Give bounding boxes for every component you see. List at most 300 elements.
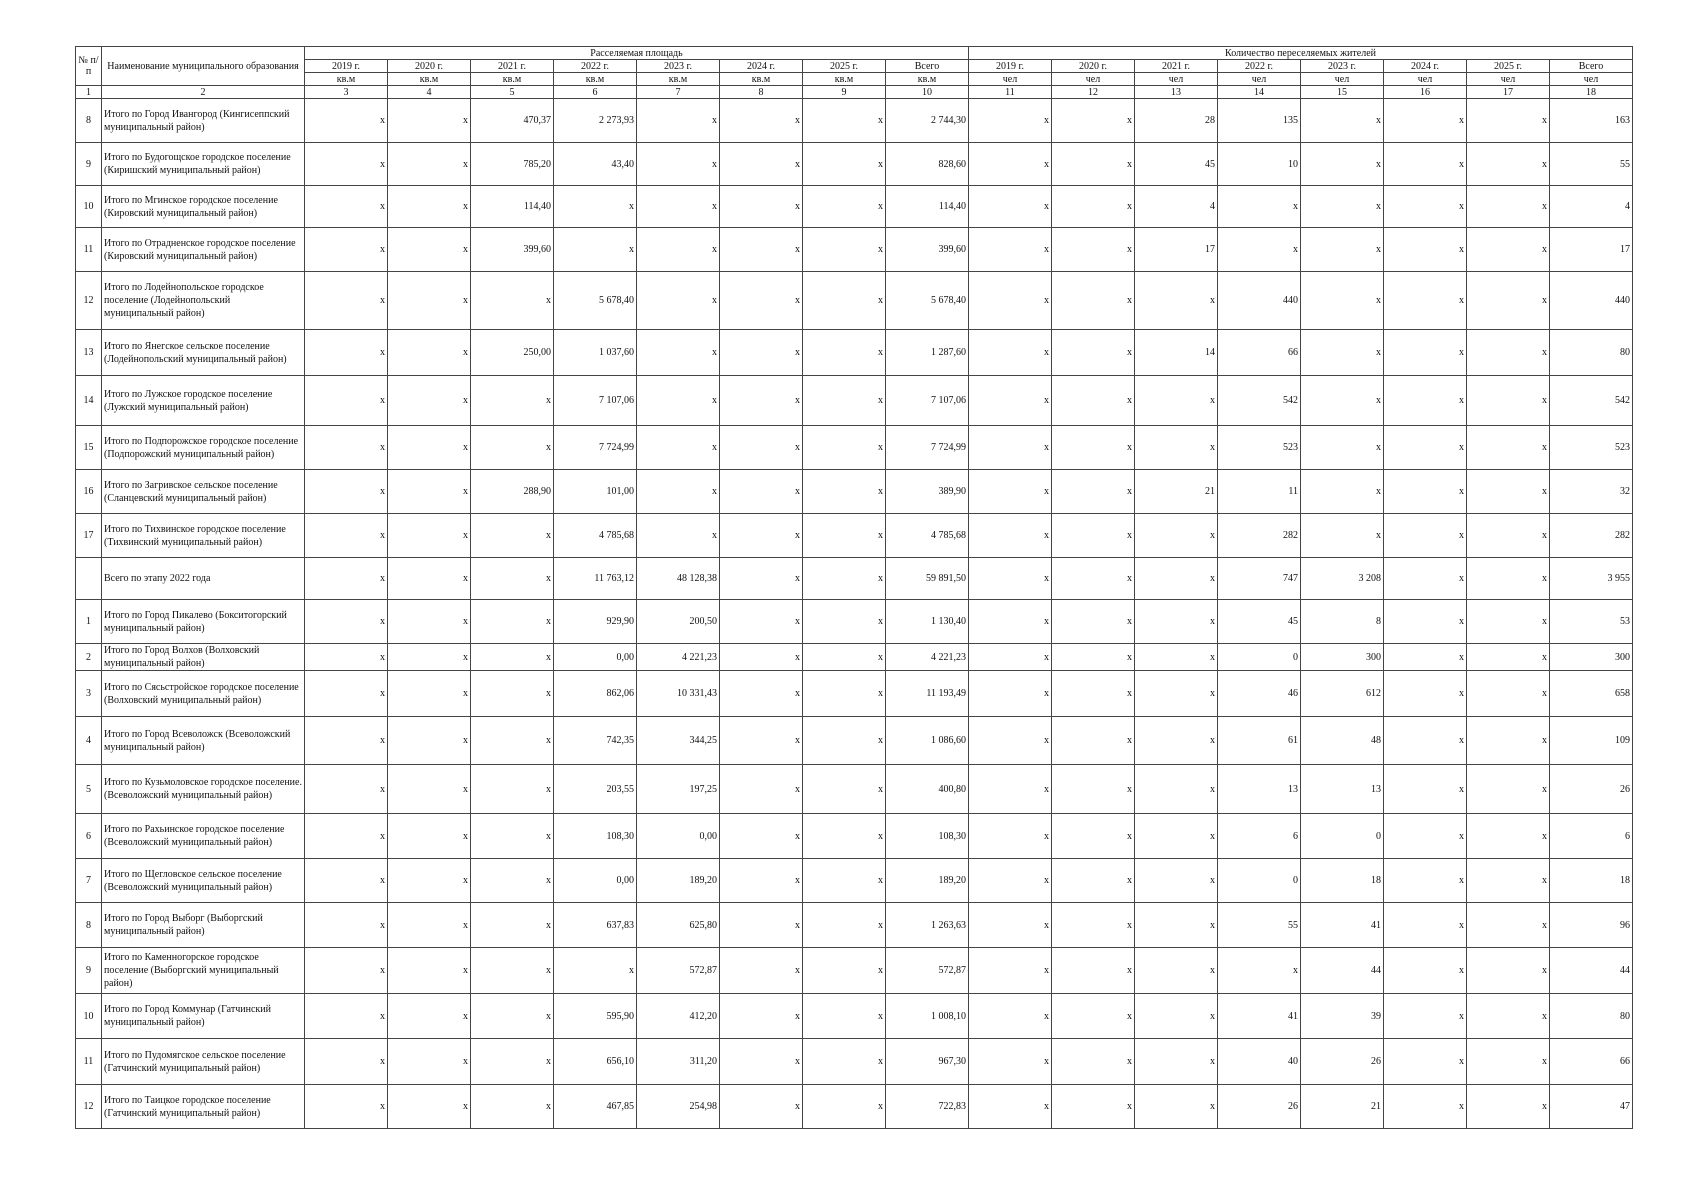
people-value-cell: 47	[1550, 1085, 1633, 1129]
area-value-cell: x	[803, 330, 886, 376]
area-value-cell: x	[803, 99, 886, 143]
people-value-cell: 96	[1550, 903, 1633, 948]
people-value-cell: x	[1467, 765, 1550, 814]
area-value-cell: x	[305, 600, 388, 644]
area-value-cell: x	[388, 717, 471, 765]
people-value-cell: 6	[1550, 814, 1633, 859]
people-value-cell: x	[1052, 948, 1135, 994]
municipality-name-cell: Итого по Город Выборг (Выборгский муниципальный район)	[102, 903, 305, 948]
people-value-cell: x	[1384, 99, 1467, 143]
table-row	[76, 903, 1633, 948]
people-value-cell: x	[1052, 558, 1135, 600]
people-value-cell: x	[1135, 671, 1218, 717]
people-value-cell: 61	[1218, 717, 1301, 765]
table-row	[76, 514, 1633, 558]
people-value-cell: x	[1384, 376, 1467, 426]
column-number: 5	[471, 86, 554, 99]
area-value-cell: 7 107,06	[886, 376, 969, 426]
area-value-cell: 59 891,50	[886, 558, 969, 600]
area-value-cell: x	[720, 859, 803, 903]
people-value-cell: 41	[1301, 903, 1384, 948]
area-value-cell: 0,00	[637, 814, 720, 859]
municipality-name-cell: Итого по Лужское городское поселение (Лужский муниципальный район)	[102, 376, 305, 426]
people-value-cell: x	[1384, 994, 1467, 1039]
people-value-cell: 45	[1218, 600, 1301, 644]
area-value-cell: x	[305, 717, 388, 765]
row-number-cell: 3	[76, 671, 102, 717]
people-value-cell: x	[1467, 426, 1550, 470]
area-value-cell: x	[388, 514, 471, 558]
area-value-cell: 1 037,60	[554, 330, 637, 376]
people-value-cell: x	[1052, 99, 1135, 143]
area-value-cell: x	[803, 228, 886, 272]
people-value-cell: x	[1301, 514, 1384, 558]
area-value-cell: x	[803, 272, 886, 330]
area-value-cell: 828,60	[886, 143, 969, 186]
people-value-cell: x	[1384, 330, 1467, 376]
people-value-cell: x	[1052, 514, 1135, 558]
people-value-cell: x	[1384, 903, 1467, 948]
area-value-cell: 11 763,12	[554, 558, 637, 600]
area-value-cell: x	[388, 814, 471, 859]
area-value-cell: x	[471, 644, 554, 671]
people-value-cell: 109	[1550, 717, 1633, 765]
people-value-cell: x	[1052, 470, 1135, 514]
people-value-cell: x	[1135, 994, 1218, 1039]
municipality-name-cell: Итого по Пудомягское сельское поселение (Гатчинский муниципальный район)	[102, 1039, 305, 1085]
people-value-cell: x	[1384, 644, 1467, 671]
people-value-cell: x	[1052, 186, 1135, 228]
people-value-cell: x	[969, 186, 1052, 228]
people-value-cell: 3 955	[1550, 558, 1633, 600]
people-value-cell: 747	[1218, 558, 1301, 600]
area-value-cell: x	[720, 272, 803, 330]
row-number-cell	[76, 558, 102, 600]
people-value-cell: x	[1052, 717, 1135, 765]
people-value-cell: x	[1301, 186, 1384, 228]
people-value-cell: x	[1135, 1039, 1218, 1085]
people-value-cell: x	[1467, 948, 1550, 994]
row-number-cell: 12	[76, 272, 102, 330]
column-number: 1	[76, 86, 102, 99]
area-value-cell: 400,80	[886, 765, 969, 814]
area-value-cell: x	[637, 143, 720, 186]
municipality-name-cell: Итого по Каменногорское городское поселение (Выборгский муниципальный район)	[102, 948, 305, 994]
area-year-header: 2020 г.	[388, 60, 471, 73]
people-value-cell: 14	[1135, 330, 1218, 376]
table-row	[76, 376, 1633, 426]
people-value-cell: x	[969, 994, 1052, 1039]
area-value-cell: x	[471, 514, 554, 558]
people-value-cell: x	[1467, 376, 1550, 426]
area-value-cell: x	[637, 99, 720, 143]
area-value-cell: 114,40	[886, 186, 969, 228]
area-value-cell: 785,20	[471, 143, 554, 186]
area-value-cell: 625,80	[637, 903, 720, 948]
area-value-cell: x	[720, 1085, 803, 1129]
people-value-cell: x	[1052, 903, 1135, 948]
area-value-cell: 43,40	[554, 143, 637, 186]
area-value-cell: x	[720, 99, 803, 143]
people-value-cell: 80	[1550, 330, 1633, 376]
area-value-cell: 1 287,60	[886, 330, 969, 376]
people-value-cell: x	[1052, 272, 1135, 330]
area-value-cell: x	[803, 600, 886, 644]
people-value-cell: 17	[1135, 228, 1218, 272]
people-value-cell: 4	[1135, 186, 1218, 228]
people-value-cell: x	[969, 470, 1052, 514]
people-value-cell: x	[1135, 717, 1218, 765]
area-value-cell: x	[720, 514, 803, 558]
column-number: 6	[554, 86, 637, 99]
municipality-name-cell: Итого по Загривское сельское поселение (Сланцевский муниципальный район)	[102, 470, 305, 514]
column-number: 3	[305, 86, 388, 99]
people-value-cell: x	[1467, 814, 1550, 859]
people-value-cell: 44	[1550, 948, 1633, 994]
people-value-cell: x	[1052, 228, 1135, 272]
area-value-cell: 412,20	[637, 994, 720, 1039]
area-value-cell: x	[305, 1039, 388, 1085]
area-value-cell: 7 724,99	[554, 426, 637, 470]
people-unit-header: чел	[1467, 73, 1550, 86]
area-value-cell: x	[803, 859, 886, 903]
area-value-cell: 399,60	[471, 228, 554, 272]
area-value-cell: x	[388, 99, 471, 143]
area-value-cell: x	[388, 470, 471, 514]
people-value-cell: 48	[1301, 717, 1384, 765]
municipality-name-cell: Всего по этапу 2022 года	[102, 558, 305, 600]
people-value-cell: x	[969, 765, 1052, 814]
people-value-cell: x	[1467, 644, 1550, 671]
people-value-cell: x	[1052, 426, 1135, 470]
area-value-cell: x	[471, 903, 554, 948]
area-value-cell: x	[803, 143, 886, 186]
area-value-cell: 1 130,40	[886, 600, 969, 644]
column-number: 14	[1218, 86, 1301, 99]
people-value-cell: x	[1052, 1039, 1135, 1085]
municipality-name-cell: Итого по Город Пикалево (Бокситогорский муниципальный район)	[102, 600, 305, 644]
people-value-cell: x	[1384, 228, 1467, 272]
area-value-cell: 2 744,30	[886, 99, 969, 143]
people-value-cell: 4	[1550, 186, 1633, 228]
resettlement-table	[75, 46, 1633, 1129]
area-value-cell: x	[471, 1085, 554, 1129]
municipality-name-cell: Итого по Отрадненское городское поселение (Кировский муниципальный район)	[102, 228, 305, 272]
table-row	[76, 671, 1633, 717]
area-value-cell: 389,90	[886, 470, 969, 514]
area-unit-header: кв.м	[720, 73, 803, 86]
area-value-cell: x	[305, 1085, 388, 1129]
people-value-cell: x	[1135, 814, 1218, 859]
people-value-cell: 17	[1550, 228, 1633, 272]
area-value-cell: 637,83	[554, 903, 637, 948]
area-value-cell: x	[720, 330, 803, 376]
area-value-cell: x	[471, 994, 554, 1039]
people-unit-header: чел	[969, 73, 1052, 86]
people-value-cell: x	[1467, 859, 1550, 903]
area-value-cell: 108,30	[886, 814, 969, 859]
col-name-header: Наименование муниципального образования	[102, 47, 305, 86]
area-value-cell: x	[803, 994, 886, 1039]
row-number-cell: 16	[76, 470, 102, 514]
area-unit-header: кв.м	[305, 73, 388, 86]
people-value-cell: x	[1052, 330, 1135, 376]
table-header	[76, 47, 1633, 99]
table-row	[76, 765, 1633, 814]
area-value-cell: x	[803, 186, 886, 228]
people-value-cell: x	[969, 948, 1052, 994]
people-value-cell: x	[1384, 1085, 1467, 1129]
table-row	[76, 948, 1633, 994]
people-value-cell: x	[1135, 948, 1218, 994]
area-value-cell: 722,83	[886, 1085, 969, 1129]
people-value-cell: x	[1467, 272, 1550, 330]
area-value-cell: x	[305, 228, 388, 272]
area-value-cell: 399,60	[886, 228, 969, 272]
people-value-cell: x	[969, 228, 1052, 272]
people-year-header: Всего	[1550, 60, 1633, 73]
people-value-cell: x	[1135, 272, 1218, 330]
area-value-cell: x	[471, 1039, 554, 1085]
people-value-cell: 6	[1218, 814, 1301, 859]
municipality-name-cell: Итого по Щегловское сельское поселение (Всеволожский муниципальный район)	[102, 859, 305, 903]
people-value-cell: 135	[1218, 99, 1301, 143]
area-value-cell: 572,87	[886, 948, 969, 994]
table-row	[76, 644, 1633, 671]
row-number-cell: 8	[76, 903, 102, 948]
table-row	[76, 814, 1633, 859]
people-value-cell: 300	[1550, 644, 1633, 671]
area-value-cell: x	[305, 671, 388, 717]
area-value-cell: 108,30	[554, 814, 637, 859]
people-value-cell: x	[1301, 143, 1384, 186]
area-year-header: Всего	[886, 60, 969, 73]
people-value-cell: x	[1384, 558, 1467, 600]
table-body	[76, 99, 1633, 1129]
people-value-cell: 32	[1550, 470, 1633, 514]
area-value-cell: x	[803, 558, 886, 600]
people-value-cell: 26	[1218, 1085, 1301, 1129]
column-number: 2	[102, 86, 305, 99]
people-value-cell: 45	[1135, 143, 1218, 186]
area-value-cell: x	[305, 859, 388, 903]
column-number: 10	[886, 86, 969, 99]
area-value-cell: 929,90	[554, 600, 637, 644]
people-value-cell: 44	[1301, 948, 1384, 994]
area-value-cell: 250,00	[471, 330, 554, 376]
people-value-cell: 8	[1301, 600, 1384, 644]
area-value-cell: 862,06	[554, 671, 637, 717]
municipality-name-cell: Итого по Город Коммунар (Гатчинский муниципальный район)	[102, 994, 305, 1039]
table-row	[76, 330, 1633, 376]
area-value-cell: 0,00	[554, 644, 637, 671]
area-value-cell: x	[388, 671, 471, 717]
people-value-cell: 53	[1550, 600, 1633, 644]
people-value-cell: x	[1467, 671, 1550, 717]
area-value-cell: x	[305, 376, 388, 426]
municipality-name-cell: Итого по Город Ивангород (Кингисеппский муниципальный район)	[102, 99, 305, 143]
area-value-cell: x	[803, 1085, 886, 1129]
people-value-cell: x	[1467, 186, 1550, 228]
people-value-cell: x	[1135, 765, 1218, 814]
resettlement-table-sheet	[75, 46, 1633, 1129]
area-value-cell: x	[803, 717, 886, 765]
people-value-cell: 26	[1550, 765, 1633, 814]
people-value-cell: x	[1135, 859, 1218, 903]
column-number: 17	[1467, 86, 1550, 99]
area-value-cell: x	[388, 426, 471, 470]
people-value-cell: x	[1384, 671, 1467, 717]
area-value-cell: 4 221,23	[886, 644, 969, 671]
area-value-cell: x	[720, 765, 803, 814]
people-value-cell: 300	[1301, 644, 1384, 671]
people-value-cell: x	[1218, 228, 1301, 272]
area-value-cell: x	[388, 1039, 471, 1085]
area-value-cell: 5 678,40	[554, 272, 637, 330]
area-value-cell: x	[803, 1039, 886, 1085]
area-value-cell: x	[388, 765, 471, 814]
people-value-cell: x	[1384, 272, 1467, 330]
row-number-cell: 14	[76, 376, 102, 426]
area-value-cell: x	[803, 644, 886, 671]
row-number-cell: 5	[76, 765, 102, 814]
area-unit-header: кв.м	[554, 73, 637, 86]
area-value-cell: x	[305, 644, 388, 671]
area-value-cell: x	[637, 426, 720, 470]
col-no-header: № п/п	[76, 47, 102, 86]
column-number: 4	[388, 86, 471, 99]
area-value-cell: x	[803, 814, 886, 859]
people-value-cell: 21	[1301, 1085, 1384, 1129]
people-value-cell: x	[1467, 1039, 1550, 1085]
area-value-cell: x	[305, 814, 388, 859]
people-value-cell: x	[1467, 470, 1550, 514]
area-value-cell: x	[471, 426, 554, 470]
area-unit-header: кв.м	[471, 73, 554, 86]
column-number: 9	[803, 86, 886, 99]
people-value-cell: x	[1135, 644, 1218, 671]
area-value-cell: x	[803, 948, 886, 994]
area-value-cell: x	[554, 228, 637, 272]
area-value-cell: x	[471, 376, 554, 426]
area-value-cell: x	[637, 330, 720, 376]
area-value-cell: 288,90	[471, 470, 554, 514]
area-value-cell: x	[388, 994, 471, 1039]
people-unit-header: чел	[1218, 73, 1301, 86]
area-value-cell: x	[720, 376, 803, 426]
area-value-cell: 203,55	[554, 765, 637, 814]
area-value-cell: x	[388, 186, 471, 228]
table-row	[76, 717, 1633, 765]
area-value-cell: x	[803, 426, 886, 470]
people-value-cell: x	[969, 330, 1052, 376]
row-number-cell: 9	[76, 948, 102, 994]
column-number: 15	[1301, 86, 1384, 99]
people-value-cell: x	[1135, 1085, 1218, 1129]
area-value-cell: x	[471, 814, 554, 859]
people-unit-header: чел	[1135, 73, 1218, 86]
people-value-cell: x	[969, 514, 1052, 558]
people-value-cell: x	[1467, 1085, 1550, 1129]
people-value-cell: x	[1467, 330, 1550, 376]
municipality-name-cell: Итого по Рахьинское городское поселение (Всеволожский муниципальный район)	[102, 814, 305, 859]
people-value-cell: x	[1301, 228, 1384, 272]
people-value-cell: x	[1135, 514, 1218, 558]
area-value-cell: 197,25	[637, 765, 720, 814]
people-year-header: 2024 г.	[1384, 60, 1467, 73]
people-value-cell: x	[1467, 600, 1550, 644]
area-value-cell: 656,10	[554, 1039, 637, 1085]
area-value-cell: x	[637, 272, 720, 330]
area-value-cell: x	[305, 558, 388, 600]
area-value-cell: x	[305, 143, 388, 186]
area-value-cell: 1 008,10	[886, 994, 969, 1039]
people-value-cell: x	[969, 558, 1052, 600]
area-value-cell: x	[720, 644, 803, 671]
people-value-cell: x	[1467, 903, 1550, 948]
area-value-cell: x	[305, 272, 388, 330]
people-value-cell: x	[969, 1085, 1052, 1129]
area-value-cell: 2 273,93	[554, 99, 637, 143]
people-value-cell: x	[1301, 330, 1384, 376]
people-value-cell: x	[1135, 376, 1218, 426]
people-value-cell: 0	[1301, 814, 1384, 859]
people-value-cell: x	[1135, 558, 1218, 600]
people-value-cell: x	[1052, 994, 1135, 1039]
table-row	[76, 1085, 1633, 1129]
people-value-cell: 28	[1135, 99, 1218, 143]
people-value-cell: x	[1384, 859, 1467, 903]
municipality-name-cell: Итого по Сясьстройское городское поселение (Волховский муниципальный район)	[102, 671, 305, 717]
people-value-cell: x	[1384, 470, 1467, 514]
area-group-header: Расселяемая площадь	[305, 47, 969, 60]
area-value-cell: x	[471, 765, 554, 814]
area-value-cell: x	[305, 99, 388, 143]
people-value-cell: 18	[1550, 859, 1633, 903]
area-value-cell: x	[305, 514, 388, 558]
area-value-cell: x	[637, 376, 720, 426]
area-value-cell: 1 263,63	[886, 903, 969, 948]
people-value-cell: x	[1052, 600, 1135, 644]
people-year-header: 2022 г.	[1218, 60, 1301, 73]
area-year-header: 2022 г.	[554, 60, 637, 73]
municipality-name-cell: Итого по Мгинское городское поселение (Кировский муниципальный район)	[102, 186, 305, 228]
people-value-cell: x	[1384, 600, 1467, 644]
people-value-cell: 46	[1218, 671, 1301, 717]
area-value-cell: 11 193,49	[886, 671, 969, 717]
table-row	[76, 994, 1633, 1039]
area-value-cell: x	[305, 994, 388, 1039]
row-number-cell: 11	[76, 228, 102, 272]
area-value-cell: x	[388, 1085, 471, 1129]
area-value-cell: 967,30	[886, 1039, 969, 1085]
row-number-cell: 10	[76, 186, 102, 228]
people-value-cell: x	[1467, 994, 1550, 1039]
people-value-cell: x	[1467, 143, 1550, 186]
area-value-cell: x	[305, 903, 388, 948]
people-value-cell: x	[969, 272, 1052, 330]
area-unit-header: кв.м	[803, 73, 886, 86]
people-unit-header: чел	[1052, 73, 1135, 86]
people-value-cell: x	[969, 376, 1052, 426]
people-value-cell: x	[1052, 765, 1135, 814]
people-value-cell: x	[969, 1039, 1052, 1085]
area-value-cell: 114,40	[471, 186, 554, 228]
area-value-cell: x	[388, 859, 471, 903]
people-group-header: Количество переселяемых жителей	[969, 47, 1633, 60]
table-row	[76, 600, 1633, 644]
people-value-cell: x	[969, 671, 1052, 717]
